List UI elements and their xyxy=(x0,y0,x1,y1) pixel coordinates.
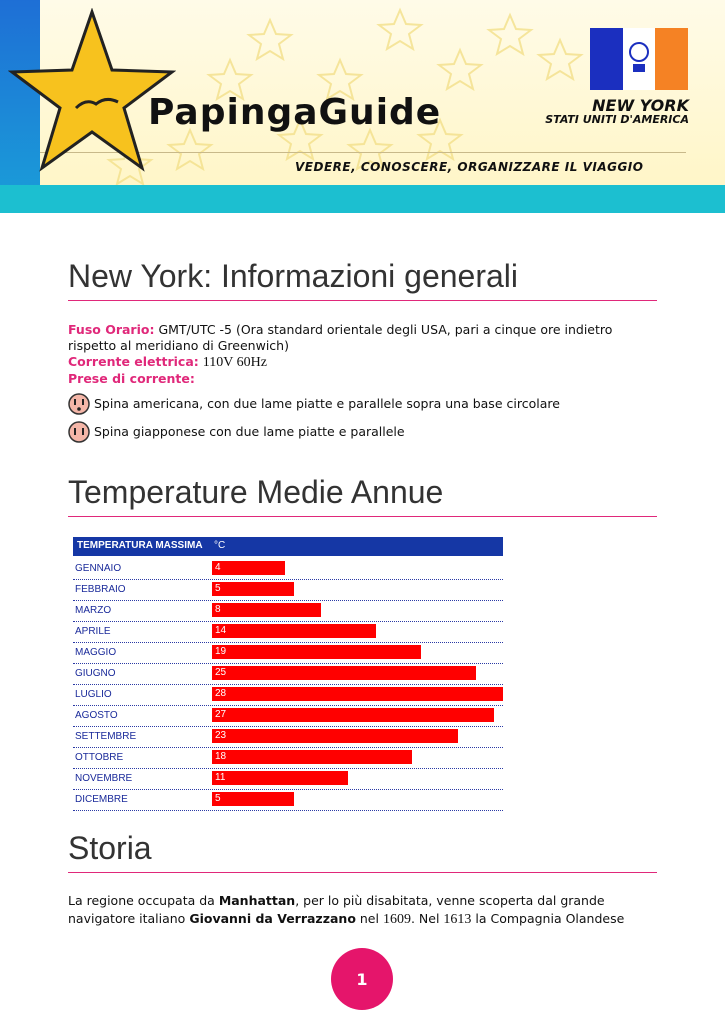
bar-value-label: 28 xyxy=(215,688,227,699)
bar-value-label: 14 xyxy=(215,625,227,636)
history-text: . Nel xyxy=(410,911,444,926)
chart-row xyxy=(73,684,503,706)
temperature-bar xyxy=(212,708,494,722)
bar-value-label: 8 xyxy=(215,604,221,615)
month-label: GIUGNO xyxy=(75,668,116,679)
bar-value-label: 4 xyxy=(215,562,221,573)
timezone-line xyxy=(68,322,658,354)
month-label: APRILE xyxy=(75,626,111,637)
bar-value-label: 19 xyxy=(215,646,227,657)
temperature-bar xyxy=(212,792,294,806)
plug-text: Spina giapponese con due lame piatte e parallele xyxy=(94,424,405,439)
plug-item xyxy=(68,393,658,415)
us-plug-icon xyxy=(68,393,90,415)
chart-row xyxy=(73,726,503,748)
bar-value-label: 11 xyxy=(215,772,226,783)
history-text: nel xyxy=(355,911,383,926)
history-text: la Compagnia Olandese xyxy=(471,911,625,926)
history-title: Storia xyxy=(68,830,152,866)
history-text: , per lo più disabitata, venne scoperta dal grande navigatore italiano xyxy=(68,893,605,926)
history-bold: Giovanni da Verrazzano xyxy=(189,911,356,926)
chart-row xyxy=(73,558,503,580)
bar-value-label: 27 xyxy=(215,709,227,720)
month-label: OTTOBRE xyxy=(75,752,124,763)
history-text: La regione occupata da xyxy=(68,893,219,908)
info-block xyxy=(68,322,658,443)
header-banner xyxy=(0,0,725,213)
month-label: DICEMBRE xyxy=(75,794,128,805)
month-label: LUGLIO xyxy=(75,689,112,700)
chart-header-label: TEMPERATURA MASSIMA xyxy=(77,540,203,551)
chart-row xyxy=(73,768,503,790)
teal-band xyxy=(0,185,725,213)
info-title: New York: Informazioni generali xyxy=(68,258,519,294)
timezone-label: Fuso Orario: xyxy=(68,322,155,337)
temp-title-rule xyxy=(68,516,657,517)
temperature-bar xyxy=(212,729,458,743)
history-bold: Manhattan xyxy=(218,893,296,908)
month-label: SETTEMBRE xyxy=(75,731,137,742)
temperature-bar xyxy=(212,645,421,659)
power-line xyxy=(68,354,658,371)
temperature-bar xyxy=(212,750,412,764)
temperature-bar xyxy=(212,771,348,785)
chart-row xyxy=(73,789,503,811)
bar-value-label: 23 xyxy=(215,730,227,741)
month-label: MAGGIO xyxy=(75,647,117,658)
timezone-value: GMT/UTC -5 (Ora standard orientale degli USA, pari a cinque ore indietro rispetto al meridiano di Greenwich) xyxy=(68,322,613,353)
country-name: STATI UNITI D'AMERICA xyxy=(545,113,689,126)
power-label: Corrente elettrica: xyxy=(68,354,199,369)
bar-value-label: 5 xyxy=(215,793,221,804)
temperature-bar xyxy=(212,687,503,701)
brand-name: PapingaGuide xyxy=(148,92,442,133)
history-paragraph xyxy=(68,892,658,929)
plug-item xyxy=(68,421,658,443)
chart-row xyxy=(73,705,503,727)
chart-row xyxy=(73,579,503,601)
temperature-bar xyxy=(212,603,321,617)
chart-row xyxy=(73,600,503,622)
plug-text: Spina americana, con due lame piatte e parallele sopra una base circolare xyxy=(94,396,560,411)
month-label: MARZO xyxy=(75,605,112,616)
temperature-bar xyxy=(212,561,285,575)
city-name: NEW YORK xyxy=(592,96,689,115)
chart-row xyxy=(73,663,503,685)
page-number-badge: 1 xyxy=(331,948,393,1010)
temperature-bar xyxy=(212,582,294,596)
nyc-flag-icon xyxy=(590,28,688,90)
history-year: 1609 xyxy=(382,912,411,927)
month-label: FEBBRAIO xyxy=(75,584,126,595)
temperature-bar xyxy=(212,624,376,638)
month-label: AGOSTO xyxy=(75,710,118,721)
chart-header-unit: °C xyxy=(214,540,226,551)
history-year: 1613 xyxy=(443,912,472,927)
chart-row xyxy=(73,642,503,664)
plugs-label: Prese di corrente: xyxy=(68,371,195,386)
bar-value-label: 5 xyxy=(215,583,221,594)
bar-value-label: 18 xyxy=(215,751,227,762)
chart-header xyxy=(73,537,503,556)
month-label: NOVEMBRE xyxy=(75,773,133,784)
month-label: GENNAIO xyxy=(75,563,122,574)
chart-row xyxy=(73,747,503,769)
info-title-rule xyxy=(68,300,657,301)
temp-title: Temperature Medie Annue xyxy=(68,474,444,510)
power-value: 110V 60Hz xyxy=(202,355,267,370)
temperature-bar xyxy=(212,666,476,680)
jp-plug-icon xyxy=(68,421,90,443)
header-tagline: VEDERE, CONOSCERE, ORGANIZZARE IL VIAGGIO xyxy=(295,160,644,174)
history-title-rule xyxy=(68,872,657,873)
chart-row xyxy=(73,621,503,643)
bar-value-label: 25 xyxy=(215,667,227,678)
